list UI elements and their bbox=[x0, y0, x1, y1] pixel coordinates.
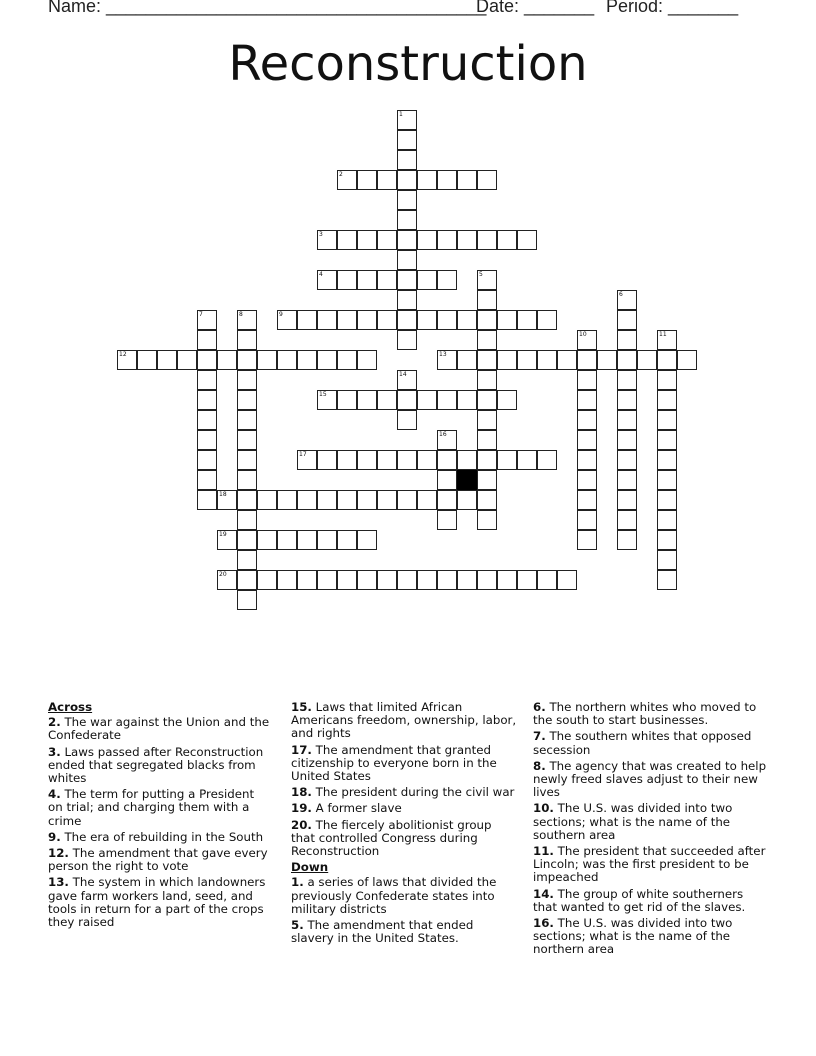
grid-cell[interactable] bbox=[237, 370, 257, 390]
grid-cell[interactable] bbox=[677, 350, 697, 370]
grid-cell[interactable] bbox=[477, 450, 497, 470]
across-clue bbox=[48, 831, 272, 844]
grid-cell[interactable] bbox=[317, 390, 337, 410]
grid-cell[interactable] bbox=[517, 350, 537, 370]
grid-cell[interactable] bbox=[577, 510, 597, 530]
clue-num: 2. bbox=[48, 715, 61, 730]
clue-number: 20 bbox=[219, 571, 227, 578]
grid-cell[interactable] bbox=[397, 310, 417, 330]
grid-cell[interactable] bbox=[397, 130, 417, 150]
clue-num: 12. bbox=[48, 846, 69, 861]
grid-cell[interactable] bbox=[337, 530, 357, 550]
clue-text: The group of white southerners that wanted to get rid of the slaves. bbox=[533, 886, 746, 914]
grid-cell[interactable] bbox=[537, 450, 557, 470]
grid-cell[interactable] bbox=[577, 470, 597, 490]
clue-text: The U.S. was divided into two sections; what is the name of the northern area bbox=[533, 916, 733, 957]
grid-cell[interactable] bbox=[477, 350, 497, 370]
grid-cell[interactable] bbox=[457, 310, 477, 330]
grid-cell[interactable] bbox=[617, 290, 637, 310]
grid-cell[interactable] bbox=[497, 450, 517, 470]
grid-cell[interactable] bbox=[317, 570, 337, 590]
clue-number: 17 bbox=[299, 451, 307, 458]
grid-cell[interactable] bbox=[357, 390, 377, 410]
grid-cell[interactable] bbox=[137, 350, 157, 370]
across-clue bbox=[48, 847, 272, 873]
grid-cell[interactable] bbox=[497, 230, 517, 250]
grid-cell[interactable] bbox=[417, 270, 437, 290]
grid-cell[interactable] bbox=[417, 570, 437, 590]
grid-cell[interactable] bbox=[557, 350, 577, 370]
grid-cell[interactable] bbox=[477, 290, 497, 310]
grid-cell[interactable] bbox=[397, 150, 417, 170]
clue-text: The agency that was created to help newly freed slaves adjust to their new lives bbox=[533, 758, 767, 800]
grid-cell[interactable] bbox=[437, 230, 457, 250]
grid-cell[interactable] bbox=[437, 490, 457, 510]
down-heading: Down bbox=[291, 860, 329, 875]
across-clue bbox=[291, 744, 519, 784]
grid-cell[interactable] bbox=[397, 330, 417, 350]
clue-text: A former slave bbox=[315, 801, 402, 816]
grid-cell[interactable] bbox=[197, 350, 217, 370]
grid-cell[interactable] bbox=[257, 530, 277, 550]
grid-cell[interactable] bbox=[237, 450, 257, 470]
grid-cell[interactable] bbox=[297, 350, 317, 370]
grid-cell[interactable] bbox=[337, 490, 357, 510]
grid-cell[interactable] bbox=[237, 530, 257, 550]
clue-number: 9 bbox=[279, 311, 283, 318]
clue-number: 10 bbox=[579, 331, 587, 338]
grid-cell[interactable] bbox=[617, 510, 637, 530]
grid-cell[interactable] bbox=[397, 230, 417, 250]
clue-text: The amendment that ended slavery in the United States. bbox=[291, 918, 474, 946]
grid-cell[interactable] bbox=[417, 170, 437, 190]
grid-cell[interactable] bbox=[437, 350, 457, 370]
grid-cell[interactable] bbox=[357, 270, 377, 290]
grid-cell[interactable] bbox=[297, 490, 317, 510]
grid-cell[interactable] bbox=[437, 170, 457, 190]
grid-cell[interactable] bbox=[317, 230, 337, 250]
grid-cell[interactable] bbox=[557, 570, 577, 590]
grid-cell[interactable] bbox=[457, 570, 477, 590]
grid-cell[interactable] bbox=[217, 350, 237, 370]
grid-cell[interactable] bbox=[497, 310, 517, 330]
grid-cell[interactable] bbox=[497, 390, 517, 410]
grid-cell[interactable] bbox=[657, 510, 677, 530]
clue-number: 2 bbox=[339, 171, 343, 178]
grid-cell[interactable] bbox=[357, 490, 377, 510]
grid-cell[interactable] bbox=[437, 310, 457, 330]
grid-cell[interactable] bbox=[377, 450, 397, 470]
grid-cell[interactable] bbox=[417, 230, 437, 250]
grid-cell[interactable] bbox=[257, 570, 277, 590]
grid-cell[interactable] bbox=[337, 390, 357, 410]
down-clue bbox=[533, 701, 769, 727]
grid-cell[interactable] bbox=[237, 430, 257, 450]
grid-cell[interactable] bbox=[197, 390, 217, 410]
clue-num: 17. bbox=[291, 742, 312, 757]
clue-num: 8. bbox=[533, 758, 546, 773]
grid-cell[interactable] bbox=[197, 470, 217, 490]
grid-cell[interactable] bbox=[477, 510, 497, 530]
grid-cell[interactable] bbox=[417, 450, 437, 470]
grid-cell[interactable] bbox=[197, 330, 217, 350]
grid-cell[interactable] bbox=[657, 490, 677, 510]
grid-cell[interactable] bbox=[437, 270, 457, 290]
clue-number: 5 bbox=[479, 271, 483, 278]
clue-num: 15. bbox=[291, 700, 312, 714]
grid-cell[interactable] bbox=[477, 170, 497, 190]
clue-num: 10. bbox=[533, 801, 554, 816]
grid-cell[interactable] bbox=[417, 490, 437, 510]
grid-cell[interactable] bbox=[357, 310, 377, 330]
grid-cell[interactable] bbox=[657, 370, 677, 390]
clue-number: 11 bbox=[659, 331, 667, 338]
grid-cell[interactable] bbox=[457, 230, 477, 250]
clue-text: The system in which landowners gave farm workers land, seed, and tools in return for a part of the crops they raised bbox=[48, 875, 266, 930]
grid-cell[interactable] bbox=[437, 430, 457, 450]
clue-text: a series of laws that divided the previously Confederate states into military districts bbox=[291, 875, 497, 916]
grid-cell[interactable] bbox=[437, 570, 457, 590]
name-field-label: Name: ______________________________________ bbox=[48, 0, 487, 16]
clue-number: 18 bbox=[219, 491, 227, 498]
grid-cell[interactable] bbox=[477, 310, 497, 330]
grid-cell[interactable] bbox=[617, 350, 637, 370]
grid-cell[interactable] bbox=[377, 270, 397, 290]
grid-cell[interactable] bbox=[457, 450, 477, 470]
grid-cell[interactable] bbox=[517, 310, 537, 330]
across-clue bbox=[291, 701, 519, 741]
clue-number: 7 bbox=[199, 311, 203, 318]
grid-cell[interactable] bbox=[317, 350, 337, 370]
grid-cell[interactable] bbox=[357, 230, 377, 250]
grid-cell[interactable] bbox=[337, 450, 357, 470]
grid-cell[interactable] bbox=[517, 230, 537, 250]
grid-cell[interactable] bbox=[657, 410, 677, 430]
grid-cell[interactable] bbox=[237, 490, 257, 510]
clue-number: 13 bbox=[439, 351, 447, 358]
grid-cell[interactable] bbox=[317, 310, 337, 330]
grid-cell[interactable] bbox=[577, 530, 597, 550]
grid-cell[interactable] bbox=[477, 330, 497, 350]
grid-cell[interactable] bbox=[397, 390, 417, 410]
clue-num: 4. bbox=[48, 787, 61, 802]
across-clue bbox=[291, 802, 519, 815]
grid-cell[interactable] bbox=[317, 530, 337, 550]
grid-cell[interactable] bbox=[577, 390, 597, 410]
grid-cell[interactable] bbox=[437, 470, 457, 490]
grid-cell[interactable] bbox=[457, 490, 477, 510]
grid-cell[interactable] bbox=[497, 570, 517, 590]
across-clue bbox=[48, 788, 272, 828]
grid-cell[interactable] bbox=[397, 190, 417, 210]
grid-cell[interactable] bbox=[257, 350, 277, 370]
grid-cell[interactable] bbox=[197, 410, 217, 430]
grid-cell[interactable] bbox=[597, 350, 617, 370]
clue-column-1 bbox=[48, 701, 272, 932]
clue-num: 6. bbox=[533, 700, 546, 714]
grid-cell[interactable] bbox=[617, 530, 637, 550]
grid-cell[interactable] bbox=[617, 370, 637, 390]
grid-cell[interactable] bbox=[617, 310, 637, 330]
grid-cell[interactable] bbox=[157, 350, 177, 370]
clue-number: 19 bbox=[219, 531, 227, 538]
grid-cell[interactable] bbox=[237, 550, 257, 570]
grid-cell[interactable] bbox=[277, 570, 297, 590]
across-clue bbox=[48, 716, 272, 742]
grid-cell[interactable] bbox=[397, 110, 417, 130]
grid-cell[interactable] bbox=[197, 430, 217, 450]
down-clue bbox=[533, 845, 769, 885]
grid-cell[interactable] bbox=[657, 330, 677, 350]
down-clue bbox=[533, 888, 769, 914]
clue-number: 4 bbox=[319, 271, 323, 278]
grid-cell[interactable] bbox=[477, 410, 497, 430]
grid-cell[interactable] bbox=[217, 570, 237, 590]
grid-cell[interactable] bbox=[257, 490, 277, 510]
clue-num: 13. bbox=[48, 875, 69, 890]
grid-cell[interactable] bbox=[397, 250, 417, 270]
grid-cell[interactable] bbox=[297, 530, 317, 550]
grid-cell[interactable] bbox=[477, 270, 497, 290]
grid-cell[interactable] bbox=[337, 570, 357, 590]
grid-cell[interactable] bbox=[397, 450, 417, 470]
clue-number: 14 bbox=[399, 371, 407, 378]
grid-cell[interactable] bbox=[657, 350, 677, 370]
grid-cell[interactable] bbox=[457, 350, 477, 370]
grid-cell[interactable] bbox=[617, 450, 637, 470]
grid-cell[interactable] bbox=[537, 310, 557, 330]
clue-text: The U.S. was divided into two sections; what is the name of the southern area bbox=[533, 801, 733, 842]
grid-cell[interactable] bbox=[377, 310, 397, 330]
grid-cell[interactable] bbox=[277, 310, 297, 330]
grid-cell[interactable] bbox=[277, 530, 297, 550]
grid-cell[interactable] bbox=[617, 470, 637, 490]
down-clue bbox=[533, 760, 769, 800]
grid-cell[interactable] bbox=[417, 390, 437, 410]
grid-cell[interactable] bbox=[397, 270, 417, 290]
grid-cell[interactable] bbox=[117, 350, 137, 370]
grid-cell[interactable] bbox=[397, 290, 417, 310]
grid-cell[interactable] bbox=[617, 430, 637, 450]
grid-cell[interactable] bbox=[657, 570, 677, 590]
grid-cell[interactable] bbox=[337, 230, 357, 250]
grid-cell[interactable] bbox=[377, 230, 397, 250]
grid-cell[interactable] bbox=[357, 570, 377, 590]
grid-cell[interactable] bbox=[477, 570, 497, 590]
clue-text: Laws passed after Reconstruction ended that segregated blacks from whites bbox=[48, 744, 264, 786]
clue-text: The term for putting a President on trial; and charging them with a crime bbox=[48, 787, 255, 828]
clue-text: Laws that limited African Americans freedom, ownership, labor, and rights bbox=[291, 700, 517, 741]
grid-cell[interactable] bbox=[517, 450, 537, 470]
grid-cell[interactable] bbox=[577, 430, 597, 450]
grid-cell[interactable] bbox=[377, 390, 397, 410]
grid-cell[interactable] bbox=[237, 590, 257, 610]
grid-cell[interactable] bbox=[477, 490, 497, 510]
grid-cell[interactable] bbox=[457, 170, 477, 190]
across-clue bbox=[48, 876, 272, 929]
grid-cell[interactable] bbox=[657, 430, 677, 450]
grid-cell[interactable] bbox=[537, 350, 557, 370]
grid-cell[interactable] bbox=[237, 470, 257, 490]
grid-cell[interactable] bbox=[377, 570, 397, 590]
clue-text: The amendment that granted citizenship to everyone born in the United States bbox=[291, 742, 497, 784]
grid-cell[interactable] bbox=[197, 370, 217, 390]
grid-cell[interactable] bbox=[357, 170, 377, 190]
grid-cell[interactable] bbox=[657, 470, 677, 490]
down-clue bbox=[291, 919, 519, 945]
clue-text: The northern whites who moved to the south to start businesses. bbox=[533, 700, 757, 728]
grid-cell[interactable] bbox=[477, 370, 497, 390]
grid-cell[interactable] bbox=[617, 390, 637, 410]
across-clue bbox=[291, 786, 519, 799]
clue-number: 12 bbox=[119, 351, 127, 358]
grid-cell[interactable] bbox=[377, 490, 397, 510]
clue-num: 14. bbox=[533, 886, 554, 901]
grid-cell[interactable] bbox=[277, 350, 297, 370]
grid-cell[interactable] bbox=[217, 490, 237, 510]
clue-num: 3. bbox=[48, 744, 61, 759]
grid-cell[interactable] bbox=[577, 370, 597, 390]
grid-cell[interactable] bbox=[517, 570, 537, 590]
grid-cell[interactable] bbox=[657, 450, 677, 470]
clue-number: 1 bbox=[399, 111, 403, 118]
down-clue bbox=[533, 802, 769, 842]
across-heading: Across bbox=[48, 700, 93, 714]
clue-num: 7. bbox=[533, 729, 546, 744]
grid-cell[interactable] bbox=[237, 350, 257, 370]
grid-cell[interactable] bbox=[297, 450, 317, 470]
clue-num: 5. bbox=[291, 918, 304, 933]
clue-column-2 bbox=[291, 701, 519, 948]
grid-cell[interactable] bbox=[437, 510, 457, 530]
grid-cell[interactable] bbox=[497, 350, 517, 370]
grid-cell[interactable] bbox=[237, 310, 257, 330]
grid-cell[interactable] bbox=[397, 490, 417, 510]
down-clue bbox=[291, 876, 519, 916]
grid-cell[interactable] bbox=[477, 230, 497, 250]
clue-num: 11. bbox=[533, 844, 554, 859]
grid-cell[interactable] bbox=[397, 370, 417, 390]
clue-text: The amendment that gave every person the right to vote bbox=[48, 846, 268, 874]
grid-cell[interactable] bbox=[577, 490, 597, 510]
grid-cell[interactable] bbox=[377, 170, 397, 190]
grid-cell[interactable] bbox=[317, 450, 337, 470]
period-field-label: Period: _______ bbox=[606, 0, 739, 16]
grid-cell[interactable] bbox=[397, 210, 417, 230]
grid-cell[interactable] bbox=[357, 450, 377, 470]
grid-cell[interactable] bbox=[397, 170, 417, 190]
clue-number: 6 bbox=[619, 291, 623, 298]
grid-cell[interactable] bbox=[177, 350, 197, 370]
grid-cell[interactable] bbox=[197, 450, 217, 470]
date-field-label: Date: _______ bbox=[476, 0, 595, 16]
grid-cell[interactable] bbox=[657, 390, 677, 410]
grid-cell[interactable] bbox=[577, 450, 597, 470]
grid-cell[interactable] bbox=[337, 270, 357, 290]
grid-cell[interactable] bbox=[577, 330, 597, 350]
grid-cell[interactable] bbox=[297, 310, 317, 330]
grid-cell[interactable] bbox=[357, 530, 377, 550]
grid-cell[interactable] bbox=[337, 310, 357, 330]
page-title: Reconstruction bbox=[228, 36, 588, 92]
grid-cell[interactable] bbox=[437, 450, 457, 470]
clue-text: The president that succeeded after Lincoln; was the first president to be impeached bbox=[533, 844, 766, 885]
grid-cell[interactable] bbox=[237, 410, 257, 430]
grid-cell[interactable] bbox=[197, 310, 217, 330]
grid-cell[interactable] bbox=[277, 490, 297, 510]
clue-text: The southern whites that opposed secession bbox=[533, 729, 752, 757]
grid-cell[interactable] bbox=[657, 530, 677, 550]
clue-num: 9. bbox=[48, 829, 61, 844]
grid-cell[interactable] bbox=[317, 490, 337, 510]
grid-cell[interactable] bbox=[537, 570, 557, 590]
grid-cell[interactable] bbox=[197, 490, 217, 510]
clue-column-3 bbox=[533, 701, 769, 960]
grid-cell[interactable] bbox=[357, 350, 377, 370]
clue-num: 18. bbox=[291, 785, 312, 800]
down-clue bbox=[533, 917, 769, 957]
grid-cell[interactable] bbox=[237, 390, 257, 410]
grid-cell[interactable] bbox=[637, 350, 657, 370]
grid-cell[interactable] bbox=[577, 410, 597, 430]
grid-cell[interactable] bbox=[237, 570, 257, 590]
grid-cell[interactable] bbox=[237, 330, 257, 350]
clue-num: 1. bbox=[291, 875, 304, 890]
clue-text: The president during the civil war bbox=[315, 785, 515, 800]
grid-cell[interactable] bbox=[397, 570, 417, 590]
grid-cell[interactable] bbox=[417, 310, 437, 330]
grid-cell[interactable] bbox=[477, 430, 497, 450]
blocked-cell bbox=[457, 470, 477, 490]
grid-cell[interactable] bbox=[477, 390, 497, 410]
grid-cell[interactable] bbox=[437, 390, 457, 410]
grid-cell[interactable] bbox=[337, 350, 357, 370]
grid-cell[interactable] bbox=[617, 330, 637, 350]
grid-cell[interactable] bbox=[657, 550, 677, 570]
clue-number: 16 bbox=[439, 431, 447, 438]
grid-cell[interactable] bbox=[477, 470, 497, 490]
clue-text: The fiercely abolitionist group that controlled Congress during Reconstruction bbox=[291, 817, 492, 859]
clue-text: The era of rebuilding in the South bbox=[64, 829, 264, 844]
clue-text: The war against the Union and the Confederate bbox=[48, 715, 270, 743]
clue-num: 19. bbox=[291, 801, 312, 816]
grid-cell[interactable] bbox=[617, 490, 637, 510]
grid-cell[interactable] bbox=[617, 410, 637, 430]
across-clue bbox=[291, 819, 519, 859]
clue-num: 16. bbox=[533, 916, 554, 931]
across-clue bbox=[48, 746, 272, 786]
grid-cell[interactable] bbox=[297, 570, 317, 590]
grid-cell[interactable] bbox=[577, 350, 597, 370]
clue-number: 3 bbox=[319, 231, 323, 238]
grid-cell[interactable] bbox=[337, 170, 357, 190]
down-clue bbox=[533, 730, 769, 756]
grid-cell[interactable] bbox=[217, 530, 237, 550]
clue-number: 8 bbox=[239, 311, 243, 318]
grid-cell[interactable] bbox=[317, 270, 337, 290]
grid-cell[interactable] bbox=[457, 390, 477, 410]
grid-cell[interactable] bbox=[237, 510, 257, 530]
clue-num: 20. bbox=[291, 817, 312, 832]
grid-cell[interactable] bbox=[397, 410, 417, 430]
clue-number: 15 bbox=[319, 391, 327, 398]
